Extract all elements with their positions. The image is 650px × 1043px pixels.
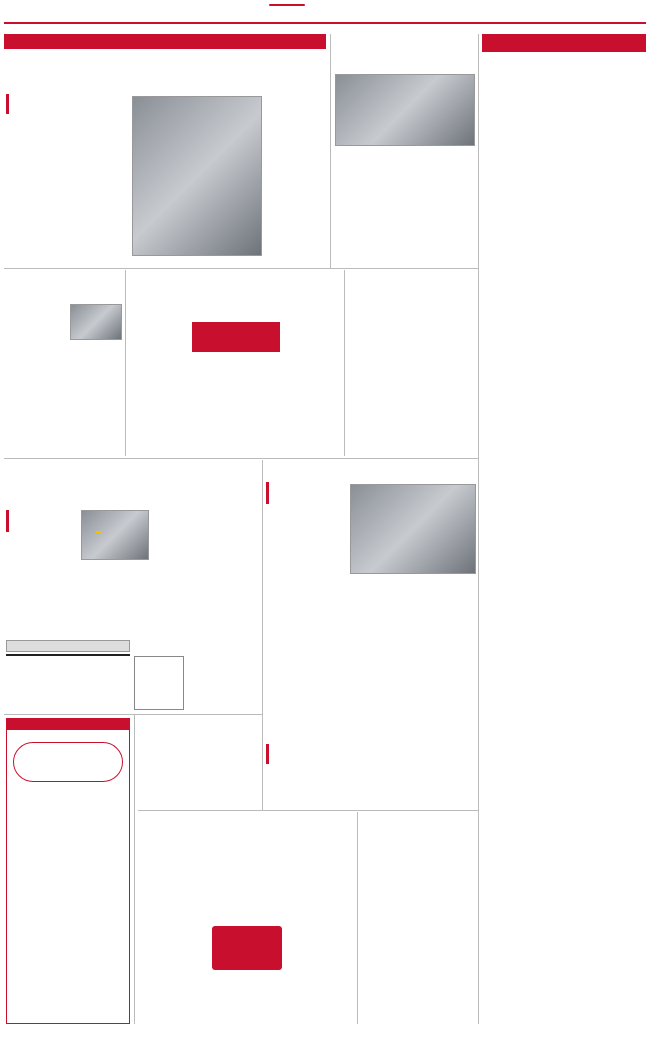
strike-body-3 (211, 972, 283, 1024)
cm-body-3 (284, 320, 342, 454)
rashifal-date (7, 730, 129, 738)
bengal-body-2 (413, 314, 476, 454)
lead-body-3 (265, 96, 295, 258)
inspection-body (266, 506, 346, 636)
truck-body-3 (152, 510, 204, 636)
truck-subhead (6, 510, 78, 532)
strike-body-4 (286, 868, 354, 1024)
crime-headline-3 (482, 310, 646, 336)
cm-box (192, 322, 280, 352)
students-headline (266, 716, 476, 740)
vaccine-body-2 (407, 156, 475, 266)
students-subhead (266, 744, 328, 764)
lead-headline (6, 52, 326, 94)
top-banner (4, 34, 326, 49)
strike-box (212, 926, 282, 970)
quick-read-label (482, 34, 646, 52)
students-body-2 (331, 744, 403, 810)
sudoku-grid (6, 654, 130, 656)
inspection-subhead (266, 482, 346, 504)
masthead (4, 4, 646, 24)
section-name (269, 4, 305, 6)
inspection-photo (350, 484, 476, 574)
crime-body-1 (482, 70, 646, 230)
meat-body (6, 304, 68, 454)
dc-headline (410, 812, 476, 864)
accident-sign (96, 531, 102, 533)
meat-photo (70, 304, 122, 340)
lead-photo (132, 96, 262, 256)
students-body (266, 766, 328, 810)
strike-body-2 (211, 868, 283, 924)
lead-subhead (6, 94, 66, 114)
lead-body (6, 118, 66, 258)
truck-body-2 (81, 564, 149, 636)
inspection-body-3 (414, 578, 476, 712)
crime-body-4 (482, 500, 646, 618)
vaccine-headline (335, 36, 475, 72)
strike-headline (138, 812, 354, 864)
cm-body-2 (192, 356, 280, 454)
sudoku-solution (134, 656, 184, 710)
yoga-day-body (188, 656, 260, 710)
crime-headline-1 (482, 56, 646, 68)
strike-body (138, 868, 208, 1024)
rashifal-title (7, 719, 129, 730)
crime-headline-6 (482, 900, 646, 913)
kundli-logo (13, 742, 123, 782)
truck-headline (6, 462, 256, 506)
cm-headline (128, 270, 342, 318)
dc-body-2 (410, 866, 476, 1024)
inspection-body-2 (350, 578, 410, 712)
vaccine-photo (335, 74, 475, 146)
crime-headline-4 (482, 470, 646, 498)
bengal-body (348, 314, 410, 454)
dc-body (361, 814, 407, 1024)
crime-body-3 (482, 338, 646, 466)
vaccine-body (335, 156, 403, 266)
students-body-3 (406, 744, 476, 810)
inspection-body-4 (266, 640, 346, 712)
bengal-headline (348, 272, 476, 312)
lead-body-4 (297, 96, 327, 258)
rashifal-box (6, 718, 130, 1024)
crime-body-2 (482, 260, 646, 308)
crime-headline-5 (482, 622, 646, 635)
meat-body-2 (70, 344, 122, 454)
crime-body-5 (482, 638, 646, 796)
cm-body (128, 320, 188, 454)
crime-body-6 (482, 916, 646, 1024)
accident-photo (81, 510, 149, 560)
lead-body-2 (69, 96, 129, 258)
crime-headline-2 (482, 232, 646, 258)
truck-body (6, 536, 78, 636)
inspection-headline (266, 464, 476, 478)
sudoku-title (6, 640, 130, 652)
yoga-day-headline (134, 640, 260, 654)
truck-body-4 (207, 510, 259, 636)
meat-headline (6, 272, 122, 302)
